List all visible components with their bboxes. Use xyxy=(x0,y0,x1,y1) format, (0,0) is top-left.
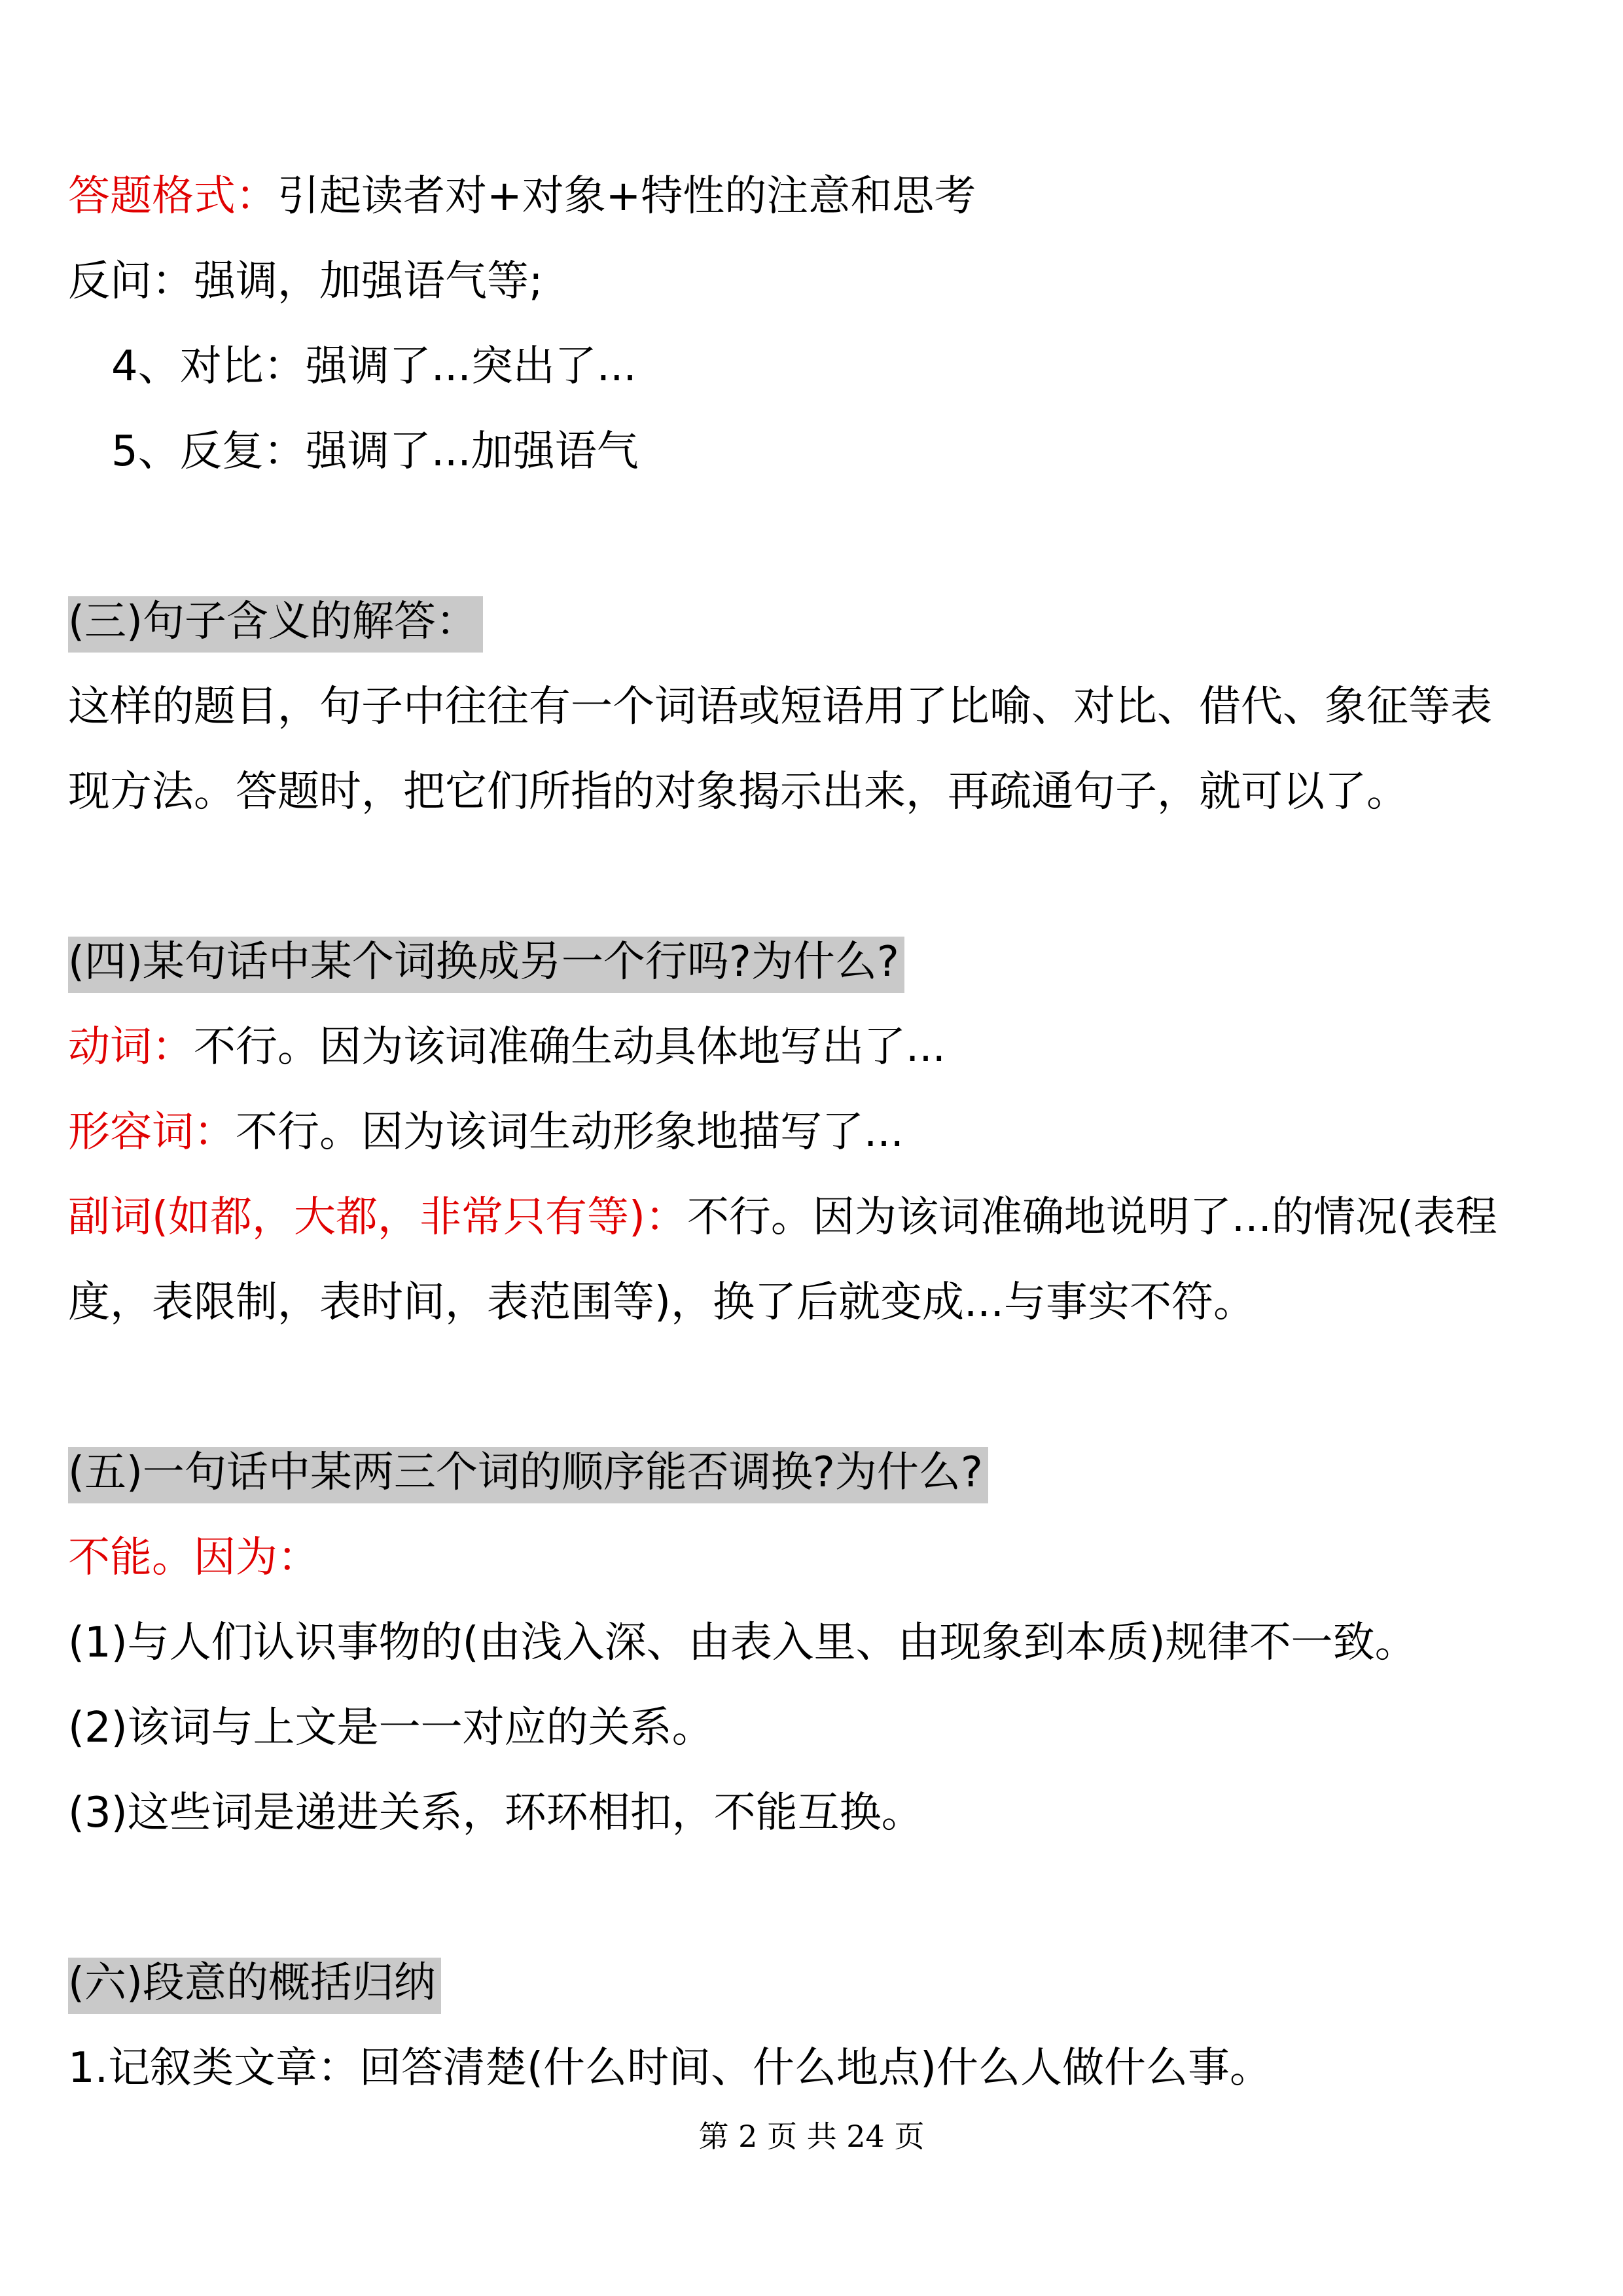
adverb-label: 副词(如都，大都，非常只有等)： xyxy=(68,1193,687,1242)
section-heading-5 xyxy=(68,1448,988,1498)
repetition-line: 5、反复：强调了...加强语气 xyxy=(111,427,639,476)
contrast-line: 4、对比：强调了...突出了... xyxy=(111,342,637,391)
answer-format-line xyxy=(68,171,976,221)
page-number-footer: 第 2 页 共 24 页 xyxy=(698,2119,925,2154)
section-heading-4 xyxy=(68,937,904,987)
adverb-line xyxy=(68,1193,1497,1242)
reason-1-line: (1)与人们认识事物的(由浅入深、由表入里、由现象到本质)规律不一致。 xyxy=(68,1619,1417,1667)
paragraph-line: 度，表限制，表时间，表范围等)，换了后就变成...与事实不符。 xyxy=(68,1278,1255,1327)
adjective-line xyxy=(68,1107,904,1157)
rhetorical-question-line: 反问：强调，加强语气等; xyxy=(68,257,543,306)
adjective-label: 形容词： xyxy=(68,1108,236,1157)
reason-3-line: (3)这些词是递进关系，环环相扣，不能互换。 xyxy=(68,1789,923,1837)
section-heading-3-text: (三)句子含义的解答： xyxy=(68,596,483,653)
adverb-text: 不行。因为该词准确地说明了...的情况(表程 xyxy=(687,1193,1497,1242)
paragraph-line: 这样的题目，句子中往往有一个词语或短语用了比喻、对比、借代、象征等表 xyxy=(68,683,1492,731)
section-heading-4-text: (四)某句话中某个词换成另一个行吗?为什么? xyxy=(68,937,904,993)
reason-2-line: (2)该词与上文是一一对应的关系。 xyxy=(68,1704,714,1752)
cannot-because-line: 不能。因为： xyxy=(68,1534,319,1582)
answer-format-label: 答题格式： xyxy=(68,172,277,221)
adjective-text: 不行。因为该词生动形象地描写了... xyxy=(236,1108,904,1157)
section-heading-6-text: (六)段意的概括归纳 xyxy=(68,1958,441,2014)
verb-label: 动词： xyxy=(68,1023,194,1071)
narrative-summary-line: 1.记叙类文章：回答清楚(什么时间、什么地点)什么人做什么事。 xyxy=(68,2044,1272,2092)
section-heading-6 xyxy=(68,1958,441,2008)
verb-line xyxy=(68,1022,946,1072)
verb-text: 不行。因为该词准确生动具体地写出了... xyxy=(194,1023,946,1071)
section-heading-3 xyxy=(68,597,483,647)
section-heading-5-text: (五)一句话中某两三个词的顺序能否调换?为什么? xyxy=(68,1447,988,1503)
paragraph-line: 现方法。答题时，把它们所指的对象揭示出来，再疏通句子，就可以了。 xyxy=(68,768,1408,816)
answer-format-text: 引起读者对+对象+特性的注意和思考 xyxy=(277,172,976,221)
